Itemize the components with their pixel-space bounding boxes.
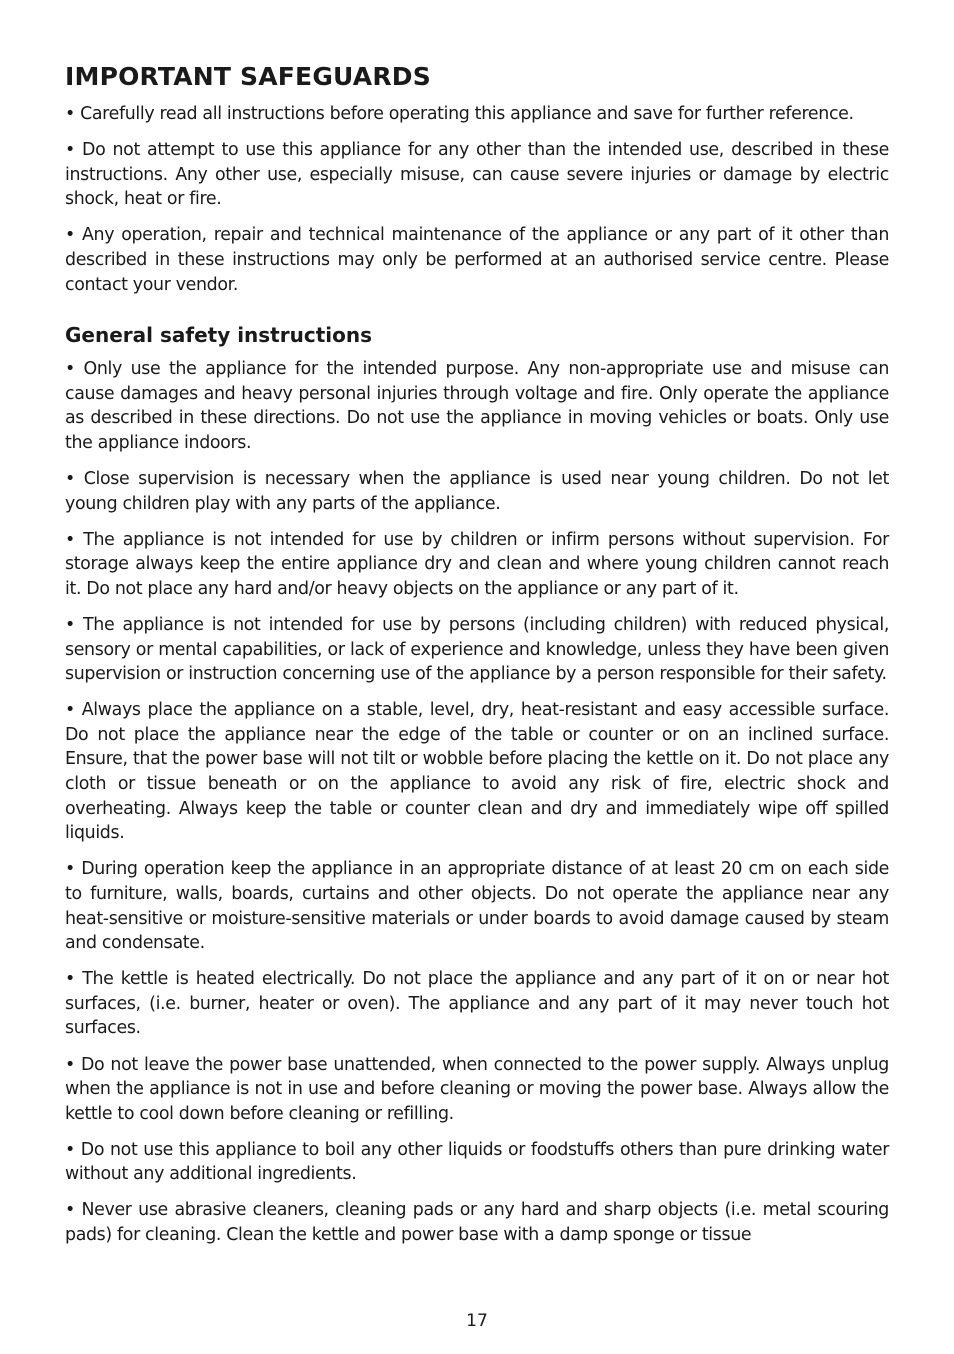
document-page: [65, 60, 889, 1259]
intro-item: • Do not attempt to use this appliance for any other than the intended use, described in these instructions. Any other use, especially misuse, can cause severe injuries or damage by electric shock, heat or fire.: [65, 140, 889, 210]
page-title: IMPORTANT SAFEGUARDS: [65, 62, 431, 91]
safety-item: • During operation keep the appliance in an appropriate distance of at least 20 cm on each side to furniture, walls, boards, curtains and other objects. Do not operate the appliance near any heat-sensitive or moisture-sensitive materials or under boards to avoid damage caused by steam and condensate.: [65, 859, 889, 954]
intro-item: • Carefully read all instructions before operating this appliance and save for further reference.: [65, 104, 854, 124]
safety-item: • Do not leave the power base unattended, when connected to the power supply. Always unplug when the appliance is not in use and before cleaning or moving the power base. Always allow the kettle to cool down before cleaning or refilling.: [65, 1054, 889, 1124]
intro-item: • Any operation, repair and technical maintenance of the appliance or any part of it other than described in these instructions may only be performed at an authorised service centre. Please contact your vendor.: [65, 225, 889, 295]
safety-item: • Never use abrasive cleaners, cleaning pads or any hard and sharp objects (i.e. metal scouring pads) for cleaning. Clean the kettle and power base with a damp sponge or tissue: [65, 1200, 889, 1246]
safety-item: • The appliance is not intended for use by persons (including children) with reduced physical, sensory or mental capabilities, or lack of experience and knowledge, unless they have been given supervision or instruction concerning use of the appliance by a person responsible for their safety.: [65, 615, 889, 685]
safety-item: • Only use the appliance for the intended purpose. Any non-appropriate use and misuse can cause damages and heavy personal injuries through voltage and fire. Only operate the appliance as described in these directions. Do not use the appliance in moving vehicles or boats. Only use the appliance indoors.: [65, 359, 889, 453]
safety-item: • The appliance is not intended for use by children or infirm persons without supervision. For storage always keep the entire appliance dry and clean and where young children cannot reach it. Do not place any hard and/or heavy objects on the appliance or any part of it.: [65, 529, 889, 599]
section-heading: General safety instructions: [65, 323, 373, 348]
page-number: 17: [466, 1311, 488, 1331]
safety-item: • Always place the appliance on a stable, level, dry, heat-resistant and easy accessible surface. Do not place the appliance near the edge of the table or counter or on an inclined surface. Ensure, that the power base will not tilt or wobble before placing the kettle on it. Do not place any cloth or tissue beneath or on the appliance to avoid any risk of fire, electric shock and overheating. Always keep the table or counter clean and dry and immediately wipe off spilled liquids.: [65, 700, 889, 844]
safety-item: • Close supervision is necessary when the appliance is used near young children. Do not let young children play with any parts of the appliance.: [65, 469, 889, 514]
safety-item: • The kettle is heated electrically. Do not place the appliance and any part of it on or near hot surfaces, (i.e. burner, heater or oven). The appliance and any part of it may never touch hot surfaces.: [65, 969, 889, 1039]
safety-item: • Do not use this appliance to boil any other liquids or foodstuffs others than pure drinking water without any additional ingredients.: [65, 1139, 889, 1185]
